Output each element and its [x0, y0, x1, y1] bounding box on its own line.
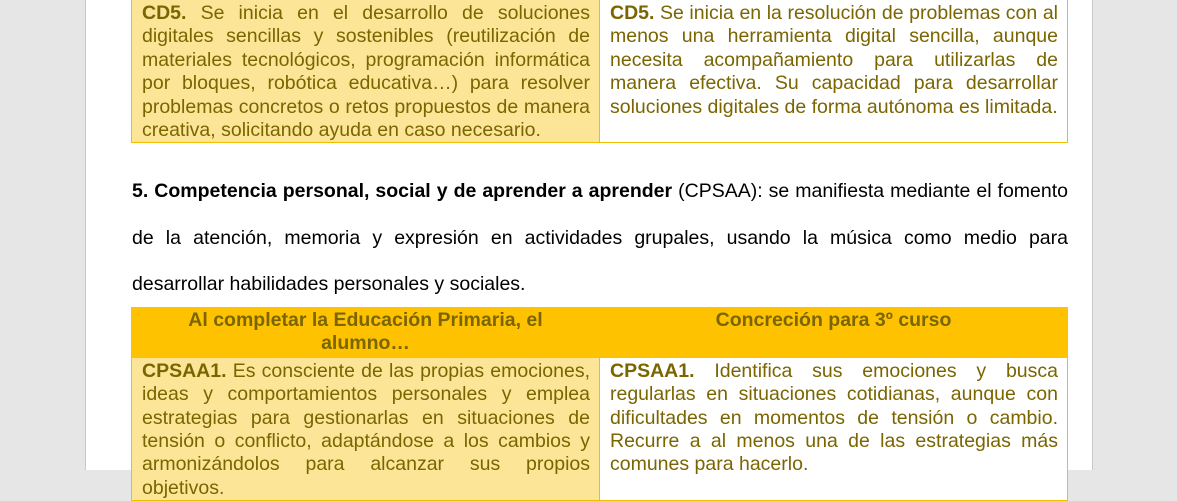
competency-paragraph — [132, 168, 1068, 308]
competency-description: (CPSAA): se manifiesta mediante el fomento de la atención, memoria y expresión en actividades grupales, usando la música como medio para desarrollar habilidades personales y sociales. — [132, 180, 1069, 295]
cell-cd5-third-grade — [600, 0, 1068, 143]
cell-text: Se inicia en el desarrollo de soluciones digitales sencillas y sostenibles (reutilización de materiales tecnológicos, programación informática por bloques, robótica educativa…) para resolver problemas concretos o retos propuestos de manera creativa, solicitando ayuda en caso necesario. — [142, 2, 590, 142]
competency-table-cd — [131, 0, 1068, 143]
cell-text: Identifica sus emociones y busca regularlas en situaciones cotidianas, aunque con dificultades en momentos de tensión o cambio. Recurre a al menos una de las estrategias más comunes para hacerlo. — [610, 359, 1058, 476]
table-row — [132, 357, 1068, 500]
cell-cpsaa1-third-grade — [600, 357, 1068, 500]
header-primary-completion: Al completar la Educación Primaria, el alumno… — [132, 308, 600, 358]
cell-text: Se inicia en la resolución de problemas con al menos una herramienta digital sencilla, aunque necesita acompañamiento para utilizarlas de manera efectiva. Su capacidad para desarrollar soluciones digitales de forma autónoma es limitada. — [610, 2, 1058, 118]
cell-code: CD5. — [610, 2, 655, 24]
table-row — [132, 0, 1068, 143]
cell-cpsaa1-primary — [132, 357, 600, 500]
table-header-row — [132, 308, 1068, 358]
cell-code: CD5. — [142, 2, 187, 24]
cell-code: CPSAA1. — [142, 359, 227, 382]
cell-cd5-primary — [132, 0, 600, 143]
competency-table-cpsaa — [131, 307, 1068, 501]
cell-text: Es consciente de las propias emociones, ideas y comportamientos personales y emplea estrategias para gestionarlas en situaciones de tensión o conflicto, adaptándose a los cambios y armonizándolos para alcanzar sus propios objetivos. — [142, 359, 590, 499]
header-third-grade: Concreción para 3º curso — [600, 308, 1068, 358]
competency-heading: 5. Competencia personal, social y de aprender a aprender — [132, 180, 673, 202]
cell-code: CPSAA1. — [610, 359, 695, 382]
